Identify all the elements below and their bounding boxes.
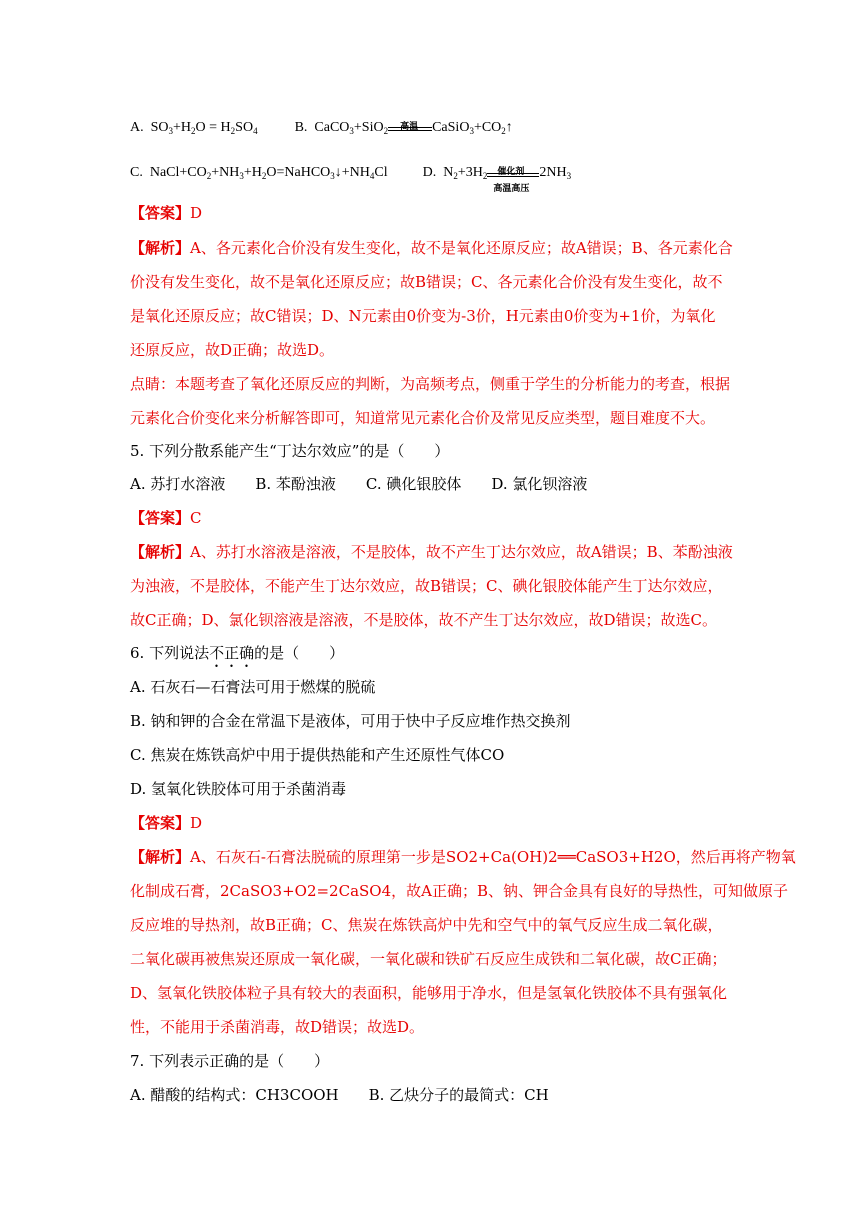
q6-stem-prefix: 6. 下列说法 [130, 644, 210, 662]
q4-analysis-line-3: 是氧化还原反应；故C错误；D、N元素由0价变为-3价，H元素由0价变为+1价，为氧化 [130, 307, 716, 325]
q5-options: A. 苏打水溶液 B. 苯酚浊液 C. 碘化银胶体 D. 氯化钡溶液 [130, 475, 588, 493]
q6-analysis-line-5: D、氢氧化铁胶体粒子具有较大的表面积，能够用于净水，但是氢氧化铁胶体不具有强氧化 [130, 984, 728, 1002]
analysis-text: A、苏打水溶液是溶液，不是胶体，故不产生丁达尔效应，故A错误；B、苯酚浊液 [190, 543, 733, 561]
q4-option-row-cd [130, 163, 572, 193]
q5-analysis-line-2: 为浊液，不是胶体，不能产生丁达尔效应，故B错误；C、碘化银胶体能产生丁达尔效应， [130, 577, 723, 595]
q6-answer [130, 813, 202, 833]
q4-option-row-ab [130, 118, 513, 138]
q6-analysis-line-1 [130, 847, 796, 867]
analysis-label: 【解析】 [130, 239, 191, 257]
q4-comment-line-2: 元素化合价变化来分析解答即可，知道常见元素化合价及常见反应类型，题目难度不大。 [130, 409, 716, 427]
q6-option-d: D. 氢氧化铁胶体可用于杀菌消毒 [130, 780, 347, 798]
q7-stem: 7. 下列表示正确的是（ ） [130, 1052, 330, 1070]
q7-options: A. 醋酸的结构式：CH3COOH B. 乙炔分子的最简式：CH [130, 1086, 549, 1104]
analysis-label: 【解析】 [130, 543, 191, 561]
answer-value: C [190, 509, 202, 527]
answer-label: 【答案】 [130, 509, 191, 527]
q4-option-b: B. CaCO$_3$+SiO$_2$ 高温 $CaSiO_3+CO_2↑$ [295, 120, 513, 135]
q6-option-a: A. 石灰石—石膏法可用于燃煤的脱硫 [130, 678, 376, 696]
q4-answer [130, 203, 202, 223]
q5-analysis-line-1 [130, 542, 733, 562]
q4-option-c: C. $NaCl+CO_2+NH_3+H_2O=NaHCO_3↓+NH_4Cl$ [130, 165, 388, 182]
q6-stem-suffix: 的是（ ） [254, 644, 345, 662]
q6-option-c: C. 焦炭在炼铁高炉中用于提供热能和产生还原性气体CO [130, 746, 505, 764]
q5-stem: 5. 下列分散系能产生“丁达尔效应”的是（ ） [130, 442, 450, 460]
q6-analysis-line-3: 反应堆的导热剂，故B正确；C、焦炭在炼铁高炉中先和空气中的氧气反应生成二氧化碳， [130, 916, 723, 934]
q6-stem-emphasis: 不正确 [209, 644, 255, 662]
answer-label: 【答案】 [130, 814, 191, 832]
analysis-text: A、各元素化合价没有发生变化，故不是氧化还原反应；故A错误；B、各元素化合 [190, 239, 733, 257]
q6-analysis-line-6: 性，不能用于杀菌消毒，故D错误；故选D。 [130, 1018, 425, 1036]
q4-option-d-catalyst: 催化剂 [497, 166, 525, 176]
q5-answer [130, 508, 202, 528]
q5-analysis-line-3: 故C正确；D、氯化钡溶液是溶液，不是胶体，故不产生丁达尔效应，故D错误；故选C。 [130, 611, 718, 629]
q6-stem [130, 643, 344, 671]
q6-analysis-line-4: 二氧化碳再被焦炭还原成一氧化碳，一氧化碳和铁矿石反应生成铁和二氧化碳，故C正确； [130, 950, 727, 968]
q4-analysis-line-1 [130, 238, 733, 258]
q6-option-b: B. 钠和钾的合金在常温下是液体，可用于快中子反应堆作热交换剂 [130, 712, 571, 730]
q4-option-d: D. $N_2+3H_2$ 催化剂 高温高压 $2NH_3$ [423, 165, 571, 180]
q4-option-a: A. $SO_3+H_2O = H_2SO_4$ [130, 120, 258, 137]
q4-option-d-condition: 高温高压 [493, 183, 530, 193]
analysis-text: A、石灰石-石膏法脱硫的原理第一步是SO2+Ca(OH)2══CaSO3+H2O，然后再将产物氧 [190, 848, 796, 866]
q6-analysis-line-2: 化制成石膏，2CaSO3+O2=2CaSO4，故A正确；B、钠、钾合金具有良好的导热性，可知做原子 [130, 882, 788, 900]
q4-analysis-line-4: 还原反应，故D正确；故选D。 [130, 341, 335, 359]
answer-value: D [190, 204, 203, 222]
q4-option-b-condition: 高温 [400, 121, 419, 131]
analysis-label: 【解析】 [130, 848, 191, 866]
answer-value: D [190, 814, 203, 832]
q4-comment-line-1: 点睛：本题考查了氧化还原反应的判断，为高频考点，侧重于学生的分析能力的考查，根据 [130, 375, 731, 393]
q4-analysis-line-2: 价没有发生变化，故不是氧化还原反应；故B错误；C、各元素化合价没有发生变化，故不 [130, 273, 723, 291]
answer-label: 【答案】 [130, 204, 191, 222]
